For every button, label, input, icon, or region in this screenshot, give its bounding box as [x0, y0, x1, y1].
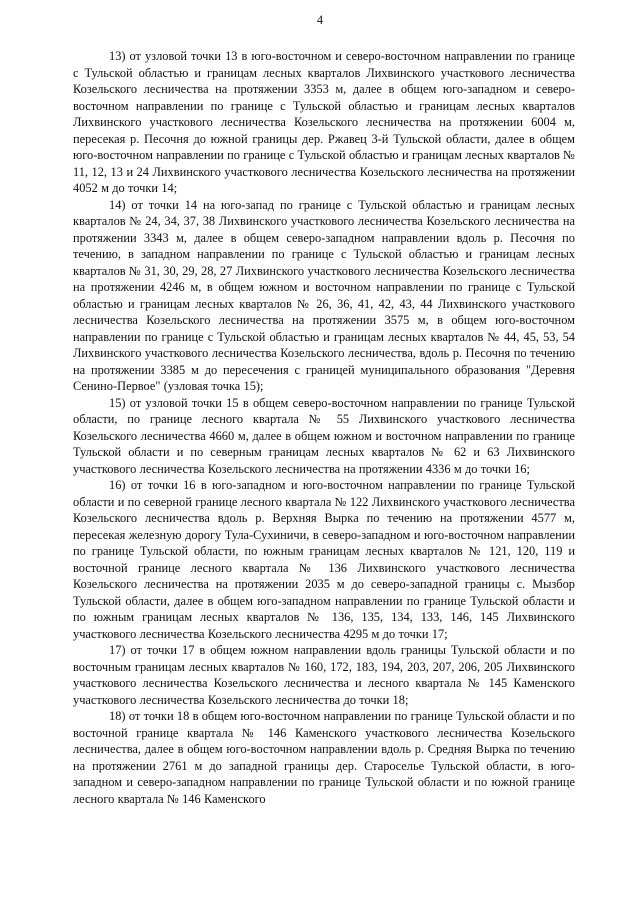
page-number: 4 [316, 13, 324, 27]
document-body [73, 48, 575, 807]
paragraph-14: 14) от точки 14 на юго-запад по границе с Тульской областью и границам лесных кварталов № 24, 34, 37, 38 Лихвинского участкового лесничества Козельского лесничества на протяжении 3343 м, далее в общем северо-западном направлении вдоль р. Песочня по течению, в западном направлении по границе с Тульской областью и границам лесных кварталов № 31, 30, 29, 28, 27 Лихвинского участкового лесничества Козельского лесничества на протяжении 4246 м, в общем южном и восточном направлении по границе с Тульской областью и границам лесных кварталов № 26, 36, 41, 42, 43, 44 Лихвинского участкового лесничества Козельского лесничества на протяжении 3575 м, в общем юго-восточном направлении по границе с Тульской областью и границам лесных кварталов № 44, 45, 53, 54 Лихвинского участкового лесничества Козельского лесничества, вдоль р. Песочня по течению на протяжении 3385 м до пересечения с границей муниципального образования "Деревня Сенино-Первое" (узловая точка 15); [73, 197, 575, 393]
paragraph-13: 13) от узловой точки 13 в юго-восточном и северо-восточном направлении по границе с Тульской областью и границам лесных кварталов Лихвинского участкового лесничества Козельского лесничества на протяжении 3353 м, далее в общем юго-западном и северо-восточном направлении по границе с Тульской областью и границам лесных кварталов Лихвинского участкового лесничества Козельского лесничества на протяжении 6004 м, пересекая р. Песочня до южной границы дер. Ржавец 3-й Тульской области, далее в общем юго-восточном направлении по границе с Тульской областью и границам лесных кварталов № 11, 12, 13 и 24 Лихвинского участкового лесничества Козельского лесничества на протяжении 4052 м до точки 14; [73, 49, 575, 195]
paragraph-16: 16) от точки 16 в юго-западном и юго-восточном направлении по границе Тульской области и по северной границе лесного квартала № 122 Лихвинского участкового лесничества Козельского лесничества вдоль р. Верхняя Выркa по течению на протяжении 4577 м, пересекая железную дорогу Тула-Сухиничи, в северо-западном и юго-восточном направлении по границе Тульской области, по южным границам лесных кварталов № 121, 120, 119 и восточной границе лесного квартала № 136 Лихвинского участкового лесничества Козельского лесничества на протяжении 2035 м до северо-западной границы с. Мызбор Тульской области, далее в общем юго-западном направлении по границе Тульской области и по южным границам лесных кварталов № 136, 135, 134, 133, 146, 145 Лихвинского участкового лесничества Козельского лесничества 4295 м до точки 17; [73, 478, 575, 641]
paragraph-18: 18) от точки 18 в общем юго-восточном направлении по границе Тульской области и по восточной границе квартала № 146 Каменского участкового лесничества Козельского лесничества, далее в общем юго-восточном направлении вдоль р. Средняя Вырка по течению на протяжении 2761 м до западной границы дер. Старoселье Тульской области, в юго-западном и северо-западном направлении по границе Тульской области и по южной границе лесного квартала № 146 Каменского [73, 709, 575, 806]
paragraph-17: 17) от точки 17 в общем южном направлении вдоль границы Тульской области и по восточным границам лесных кварталов № 160, 172, 183, 194, 203, 207, 206, 205 Лихвинского участкового лесничества Козельского лесничества и лесного квартала № 145 Каменского участкового лесничества Козельского лесничества до точки 18; [73, 643, 575, 707]
paragraph-15: 15) от узловой точки 15 в общем северо-восточном направлении по границе Тульской области, по границе лесного квартала № 55 Лихвинского участкового лесничества Козельского лесничества 4660 м, далее в общем южном и восточном направлении по границе Тульской области и по северным границам лесных кварталов № 62 и 63 Лихвинского участкового лесничества Козельского лесничества на протяжении 4336 м до точки 16; [73, 395, 575, 476]
